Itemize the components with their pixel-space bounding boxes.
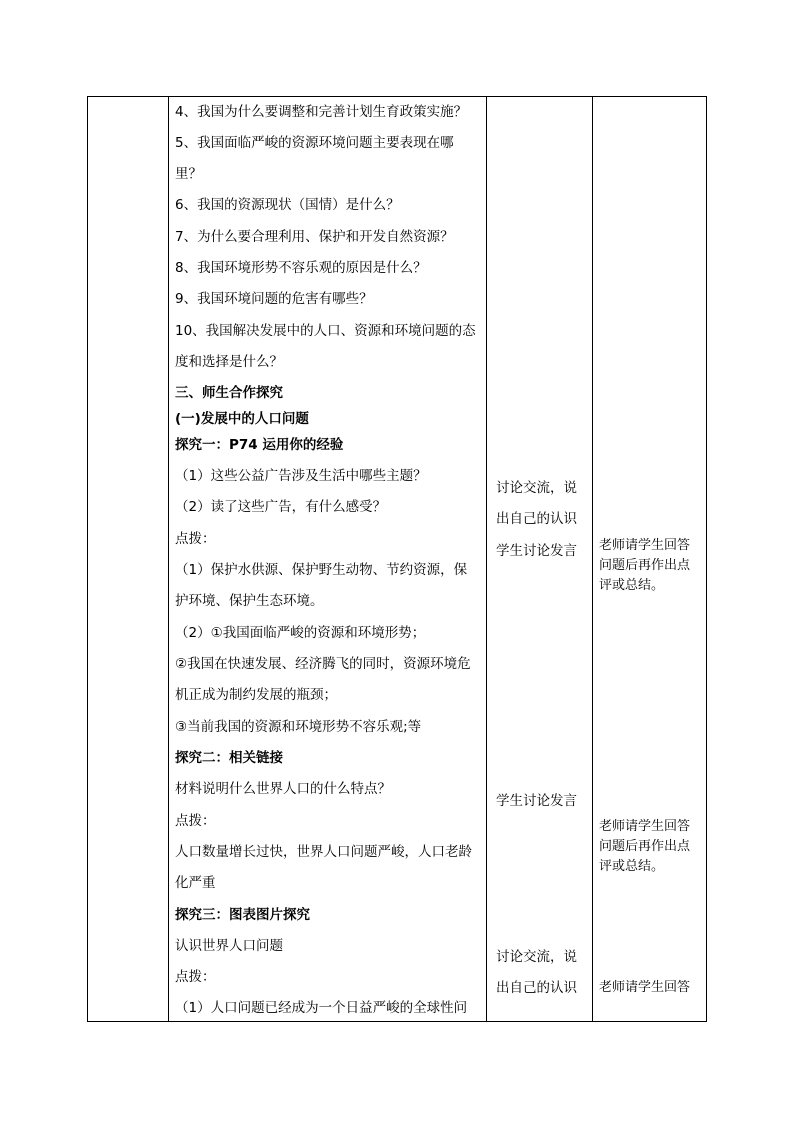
column-2-content	[175, 97, 483, 1021]
question-5: 5、我国面临严峻的资源环境问题主要表现在哪	[175, 135, 454, 151]
explore-1-title: 探究一：P74 运用你的经验	[175, 437, 344, 453]
teacher-activity-text: 老师请学生回答	[599, 538, 691, 553]
student-activity-text: 讨论交流，说	[496, 480, 577, 496]
explore-1-question-1: （1）这些公益广告涉及生活中哪些主题？	[175, 468, 427, 484]
explore-2-answer: 人口数量增长过快，世界人口问题严峻，人口老龄	[175, 844, 472, 860]
hint-label: 点拨：	[175, 813, 216, 829]
column-divider	[592, 97, 593, 1021]
question-8: 8、我国环境形势不容乐观的原因是什么？	[175, 260, 427, 276]
question-7: 7、为什么要合理利用、保护和开发自然资源？	[175, 229, 454, 245]
column-divider	[486, 97, 487, 1021]
explore-2-question: 材料说明什么世界人口的什么特点？	[175, 781, 391, 797]
explore-1-answer-2: （2）①我国面临严峻的资源和环境形势；	[175, 625, 426, 641]
hint-label: 点拨：	[175, 969, 216, 985]
explore-1-answer-2c: 机正成为制约发展的瓶颈；	[175, 687, 337, 703]
column-3-student-activity	[496, 97, 590, 1021]
explore-2-answer-cont: 化严重	[175, 875, 216, 891]
teacher-activity-text: 问题后再作出点	[599, 839, 691, 854]
student-activity-text: 讨论交流，说	[496, 949, 577, 965]
hint-label: 点拨：	[175, 531, 216, 547]
explore-1-question-2: （2）读了这些广告，有什么感受？	[175, 499, 387, 515]
teacher-activity-text: 评或总结。	[599, 859, 665, 874]
column-divider	[168, 97, 169, 1021]
column-1-cell	[88, 97, 168, 1021]
question-4: 4、我国为什么要调整和完善计划生育政策实施？	[175, 104, 468, 120]
section-3-heading: 三、师生合作探究	[175, 385, 283, 401]
question-10: 10、我国解决发展中的人口、资源和环境问题的态	[175, 323, 476, 339]
explore-1-answer-2d: ③当前我国的资源和环境形势不容乐观;等	[175, 719, 422, 735]
teacher-activity-text: 老师请学生回答	[599, 819, 691, 834]
explore-2-title: 探究二：相关链接	[175, 750, 283, 766]
question-10-cont: 度和选择是什么？	[175, 354, 283, 370]
teacher-activity-text: 老师请学生回答	[599, 980, 691, 995]
student-activity-text: 出自己的认识	[496, 511, 577, 527]
subsection-heading: (一)发展中的人口问题	[175, 411, 309, 427]
question-6: 6、我国的资源现状（国情）是什么？	[175, 197, 400, 213]
explore-3-question: 认识世界人口问题	[175, 938, 283, 954]
column-4-teacher-activity	[599, 97, 703, 1021]
question-5-cont: 里？	[175, 166, 202, 182]
explore-3-title: 探究三：图表图片探究	[175, 907, 310, 923]
teacher-activity-text: 问题后再作出点	[599, 558, 691, 573]
lesson-plan-table	[87, 96, 707, 1022]
explore-1-answer-1: （1）保护水供源、保护野生动物、节约资源，保	[175, 562, 468, 578]
student-activity-text: 出自己的认识	[496, 980, 577, 996]
question-9: 9、我国环境问题的危害有哪些？	[175, 291, 373, 307]
explore-1-answer-2b: ②我国在快速发展、经济腾飞的同时，资源环境危	[175, 656, 471, 672]
student-activity-text: 学生讨论发言	[496, 543, 577, 559]
explore-1-answer-1-cont: 护环境、保护生态环境。	[175, 593, 324, 609]
student-activity-text: 学生讨论发言	[496, 793, 577, 809]
teacher-activity-text: 评或总结。	[599, 578, 665, 593]
explore-3-answer-1: （1）人口问题已经成为一个日益严峻的全球性问	[175, 1000, 468, 1016]
